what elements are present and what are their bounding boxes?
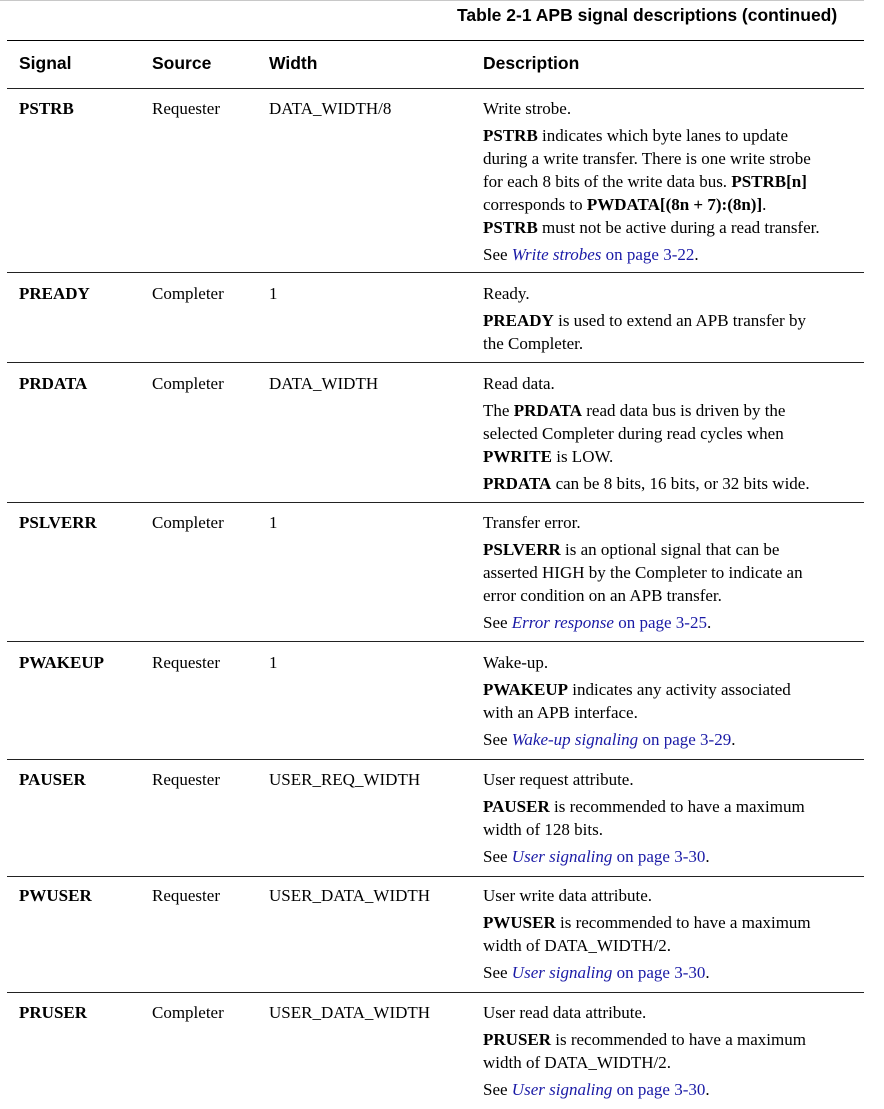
signal-reference: PWRITE [483,447,552,466]
signal-width: USER_DATA_WIDTH [269,1003,431,1022]
signal-width: DATA_WIDTH [269,374,379,393]
signal-reference: PRUSER [483,1030,552,1049]
row-separator [7,992,864,993]
description-paragraph: PSLVERR is an optional signal that can be asserted HIGH by the Completer to indicate an error condition on an APB transfer. [483,540,803,605]
signal-description [483,511,803,634]
description-paragraph: PRUSER is recommended to have a maximum width of DATA_WIDTH/2. [483,1030,806,1072]
cross-reference-link[interactable]: Error response on page 3-25 [511,613,707,632]
signal-reference: PSLVERR [483,540,561,559]
signal-reference: PSTRB [483,126,538,145]
cross-reference-link[interactable]: User signaling on page 3-30 [511,847,706,866]
signal-width: 1 [269,284,278,303]
description-summary: User read data attribute. [483,1003,647,1022]
description-paragraph: PWUSER is recommended to have a maximum width of DATA_WIDTH/2. [483,913,811,955]
cross-reference: See Write strobes on page 3-22. [483,245,699,264]
signal-source: Requester [152,99,220,118]
signal-description [483,651,791,751]
signal-source: Completer [152,1003,224,1022]
description-paragraph: The PRDATA read data bus is driven by the selected Completer during read cycles when PWRITE is LOW. [483,401,786,466]
row-separator [7,502,864,503]
page-top-rule [0,0,864,1]
signal-width: USER_DATA_WIDTH [269,886,431,905]
signal-description [483,1001,806,1101]
signal-name: PSTRB [19,99,74,118]
signal-name: PWAKEUP [19,653,104,672]
signal-source: Completer [152,513,224,532]
header-signal: Signal [19,53,72,73]
signal-reference: PSTRB [483,218,538,237]
cross-reference: See User signaling on page 3-30. [483,963,710,982]
cross-reference-link[interactable]: User signaling on page 3-30 [511,1080,706,1099]
description-paragraph: PWAKEUP indicates any activity associated with an APB interface. [483,680,791,722]
row-separator [7,641,864,642]
table-top-rule [7,40,864,41]
signal-source: Requester [152,770,220,789]
signal-name: PWUSER [19,886,92,905]
signal-reference: PRDATA [513,401,582,420]
description-paragraph: PAUSER is recommended to have a maximum width of 128 bits. [483,797,805,839]
signal-source: Completer [152,284,224,303]
table-caption: Table 2-1 APB signal descriptions (continued) [457,5,838,25]
cross-reference: See User signaling on page 3-30. [483,847,710,866]
row-separator [7,759,864,760]
cross-reference: See User signaling on page 3-30. [483,1080,710,1099]
description-summary: Read data. [483,374,555,393]
signal-name: PRDATA [19,374,88,393]
signal-width: 1 [269,513,278,532]
cross-reference: See Wake-up signaling on page 3-29. [483,730,736,749]
row-separator [7,362,864,363]
description-summary: User write data attribute. [483,886,652,905]
signal-width: 1 [269,653,278,672]
signal-source: Completer [152,374,224,393]
signal-reference: PWAKEUP [483,680,568,699]
signal-reference: PAUSER [483,797,550,816]
description-summary: Transfer error. [483,513,581,532]
signal-description [483,884,811,984]
description-summary: User request attribute. [483,770,634,789]
description-summary: Wake-up. [483,653,549,672]
header-description: Description [483,53,580,73]
signal-description [483,282,806,355]
signal-reference: PSTRB[n] [731,172,807,191]
cross-reference-link[interactable]: Write strobes on page 3-22 [511,245,695,264]
description-paragraph: PSTRB indicates which byte lanes to update during a write transfer. There is one write strobe for each 8 bits of the write data bus. PSTRB[n] corresponds to PWDATA[(8n + 7):(8n)]. PSTRB must not be active during a read transfer. [483,126,820,237]
description-summary: Ready. [483,284,530,303]
signal-description [483,372,810,495]
signal-source: Requester [152,653,220,672]
cross-reference-link[interactable]: User signaling on page 3-30 [511,963,706,982]
cross-reference: See Error response on page 3-25. [483,613,712,632]
signal-reference: PWDATA[(8n + 7):(8n)] [586,195,763,214]
cross-reference-link[interactable]: Wake-up signaling on page 3-29 [511,730,732,749]
signal-reference: PREADY [483,311,554,330]
signal-name: PAUSER [19,770,86,789]
description-summary: Write strobe. [483,99,572,118]
signal-name: PREADY [19,284,90,303]
signal-reference: PRDATA [483,474,552,493]
signal-description [483,97,820,266]
description-paragraph: PREADY is used to extend an APB transfer by the Completer. [483,311,806,353]
signal-name: PSLVERR [19,513,97,532]
signal-width: USER_REQ_WIDTH [269,770,421,789]
row-separator [7,272,864,273]
signal-source: Requester [152,886,220,905]
row-separator [7,876,864,877]
signal-reference: PWUSER [483,913,556,932]
signal-description [483,768,805,868]
header-width: Width [269,53,318,73]
signal-width: DATA_WIDTH/8 [269,99,392,118]
signal-name: PRUSER [19,1003,88,1022]
description-paragraph: PRDATA can be 8 bits, 16 bits, or 32 bits wide. [483,474,810,493]
header-rule [7,88,864,89]
header-source: Source [152,53,212,73]
